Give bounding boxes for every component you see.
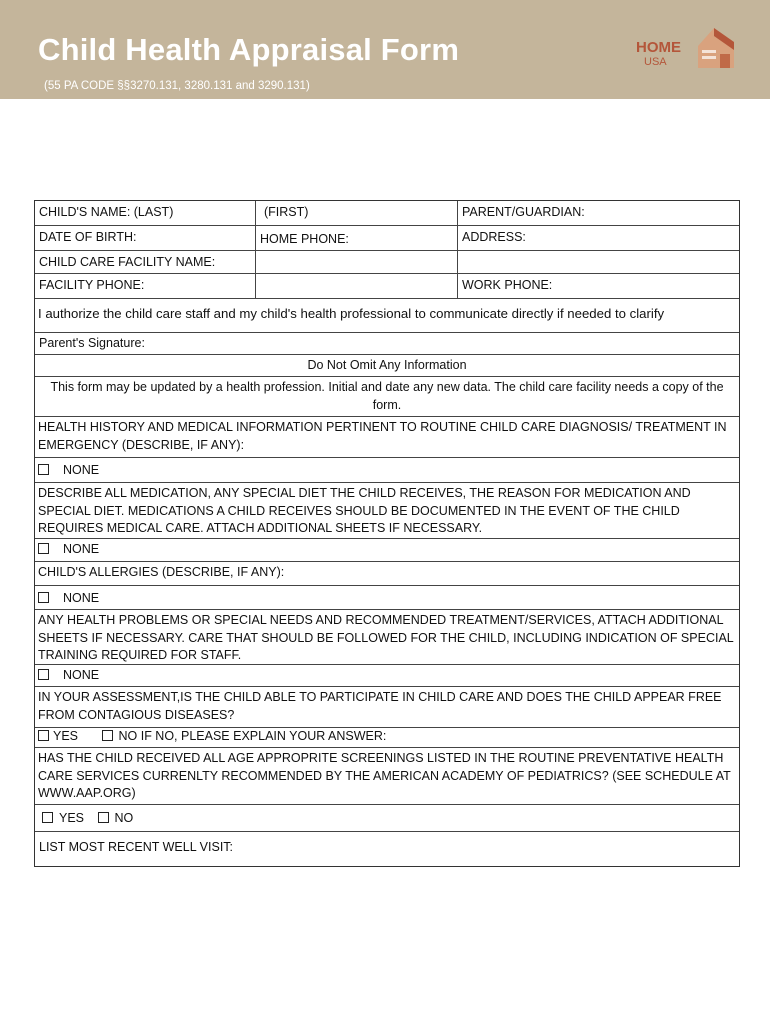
form-row-screenings-answer	[35, 805, 739, 832]
form-row-none-4	[35, 665, 739, 687]
allergies-none-option[interactable]	[35, 586, 739, 609]
form-row-notice	[35, 355, 739, 377]
assessment-label[interactable]: IN YOUR ASSESSMENT,IS THE CHILD ABLE TO PARTICIPATE IN CHILD CARE AND DOES THE CHILD APPEAR FREE FROM CONTAGIOUS DISEASES?	[38, 690, 722, 722]
checkbox-none-health-problems[interactable]	[38, 669, 49, 680]
none-label: NONE	[63, 463, 100, 477]
form-row-dob	[35, 226, 739, 251]
no-label: NO	[114, 811, 134, 825]
form-row-update-note	[35, 377, 739, 417]
checkbox-yes-assessment[interactable]	[38, 730, 49, 741]
checkbox-none-health-history[interactable]	[38, 464, 49, 475]
facility-phone-blank-cell[interactable]	[255, 274, 457, 298]
page-subtitle: (55 PA CODE §§3270.131, 3280.131 and 3290.131)	[44, 80, 310, 92]
facility-name-field[interactable]: CHILD CARE FACILITY NAME:	[39, 255, 216, 269]
form-row-screenings	[35, 748, 739, 805]
form-row-allergies	[35, 562, 739, 586]
parent-guardian-field[interactable]: PARENT/GUARDIAN:	[457, 201, 739, 225]
facility-name-blank-cell[interactable]	[255, 251, 457, 273]
form-row-health-problems	[35, 610, 739, 665]
header-banner	[0, 0, 770, 99]
form-row-assessment	[35, 687, 739, 728]
form-row-names	[35, 201, 739, 226]
checkbox-none-allergies[interactable]	[38, 592, 49, 603]
parent-signature-field[interactable]: Parent's Signature:	[39, 336, 145, 350]
form-row-assessment-answer	[35, 728, 739, 748]
home-usa-logo	[612, 24, 742, 72]
none-label: NONE	[63, 668, 100, 682]
facility-phone-field[interactable]: FACILITY PHONE:	[39, 278, 145, 292]
well-visit-field[interactable]: LIST MOST RECENT WELL VISIT:	[39, 840, 234, 854]
medication-none-option[interactable]	[35, 539, 739, 561]
page-title: Child Health Appraisal Form	[38, 32, 460, 67]
date-of-birth-field[interactable]: DATE OF BIRTH:	[39, 230, 137, 244]
health-history-none-option[interactable]	[35, 458, 739, 482]
checkbox-none-medication[interactable]	[38, 543, 49, 554]
form-row-none-2	[35, 539, 739, 562]
logo-home-text: HOME	[636, 39, 681, 56]
medication-label[interactable]: DESCRIBE ALL MEDICATION, ANY SPECIAL DIET THE CHILD RECEIVES, THE REASON FOR MEDICATION AND SPECIAL DIET. MEDICATIONS A CHILD RECEIVES SHOULD BE DOCUMENTED IN THE EVENT OF THE CHILD REQUIRES MEDICAL CARE. ATTACH ADDITIONAL SHEETS IF NECESSARY.	[38, 486, 691, 535]
no-explain-label: NO IF NO, PLEASE EXPLAIN YOUR ANSWER:	[118, 729, 387, 743]
screenings-label[interactable]: HAS THE CHILD RECEIVED ALL AGE APPROPRITE SCREENINGS LISTED IN THE ROUTINE PREVENTATIVE HEALTH CARE SERVICES CURRENLTY RECOMMENDED BY THE AMERICAN ACADEMY OF PEDIATRICS? (SEE SCHEDULE AT WWW.AAP.ORG)	[38, 751, 731, 800]
health-history-label[interactable]: HEALTH HISTORY AND MEDICAL INFORMATION PERTINENT TO ROUTINE CHILD CARE DIAGNOSIS/ TREATMENT IN EMERGENCY (DESCRIBE, IF ANY):	[38, 420, 727, 452]
childs-first-name-field[interactable]: (FIRST)	[255, 201, 457, 225]
form-row-health-history	[35, 417, 739, 458]
update-note: This form may be updated by a health profession. Initial and date any new data. The child care facility needs a copy of the form.	[50, 380, 724, 412]
authorization-statement: I authorize the child care staff and my child's health professional to communicate directly if needed to clarify	[38, 306, 665, 321]
logo-usa-text: USA	[644, 56, 667, 68]
form-row-none-1	[35, 458, 739, 483]
address-field[interactable]: ADDRESS:	[457, 226, 739, 250]
form-row-signature	[35, 333, 739, 355]
form-row-none-3	[35, 586, 739, 610]
allergies-label[interactable]: CHILD'S ALLERGIES (DESCRIBE, IF ANY):	[38, 565, 285, 579]
form-row-medication	[35, 483, 739, 539]
yes-label: YES	[59, 811, 85, 825]
do-not-omit-notice: Do Not Omit Any Information	[307, 358, 467, 372]
yes-label: YES	[53, 729, 79, 743]
form-row-phones	[35, 274, 739, 299]
form-row-authorize	[35, 299, 739, 333]
house-logo-icon	[694, 24, 738, 72]
form-row-well-visit	[35, 832, 739, 866]
none-label: NONE	[63, 542, 100, 556]
assessment-answer-options	[35, 728, 739, 747]
checkbox-no-assessment[interactable]	[102, 730, 113, 741]
home-phone-field[interactable]: HOME PHONE:	[255, 226, 457, 250]
screenings-answer-options	[35, 805, 739, 831]
none-label: NONE	[63, 591, 100, 605]
work-phone-field[interactable]: WORK PHONE:	[457, 274, 739, 298]
appraisal-form	[34, 200, 740, 867]
checkbox-no-screenings[interactable]	[98, 812, 109, 823]
health-problems-none-option[interactable]	[35, 665, 739, 686]
childs-last-name-field[interactable]: CHILD'S NAME: (LAST)	[39, 205, 174, 219]
address-continued-cell[interactable]	[457, 251, 739, 273]
checkbox-yes-screenings[interactable]	[42, 812, 53, 823]
health-problems-label[interactable]: ANY HEALTH PROBLEMS OR SPECIAL NEEDS AND RECOMMENDED TREATMENT/SERVICES, ATTACH ADDITIONAL SHEETS IF NECESSARY. CARE THAT SHOULD BE FOLLOWED FOR THE CHILD, INCLUDING INDICATION OF SPECIAL TRAINING REQUIRED FOR STAFF.	[38, 613, 734, 662]
form-row-facility	[35, 251, 739, 274]
